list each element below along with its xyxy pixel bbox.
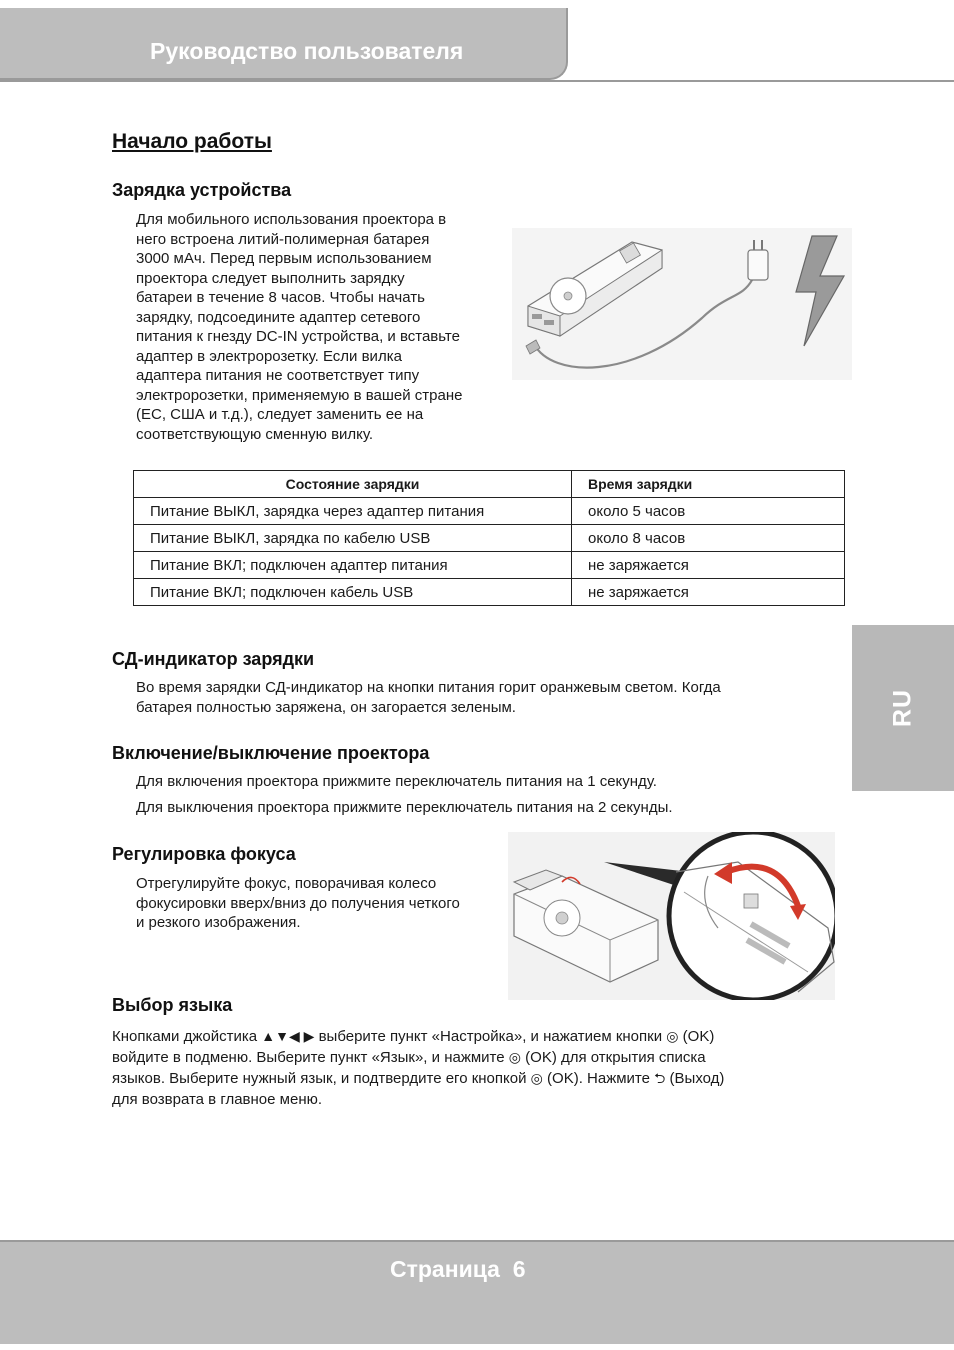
text-line: (ЕС, США и т.д.), следует заменить ее на	[136, 406, 424, 423]
text-line: соответствующую сменную вилку.	[136, 425, 374, 443]
text-span: выберите пункт «Настройка», и нажатием кнопки	[318, 1028, 663, 1045]
text-line: для возврата в главное меню.	[112, 1091, 323, 1108]
language-heading: Выбор языка	[112, 995, 233, 1015]
table-header-row	[134, 471, 845, 498]
ok-button-icon: ◎	[508, 1049, 521, 1065]
text-span: (Выход)	[669, 1070, 725, 1087]
manual-title: Руководство пользователя	[150, 38, 464, 64]
power-off-text: Для выключения проектора прижмите переключатель питания на 2 секунды.	[136, 799, 673, 816]
table-cell: Питание ВЫКЛ, зарядка через адаптер питания	[134, 498, 572, 525]
ok-button-icon: ◎	[530, 1070, 543, 1086]
section-title: Начало работы	[112, 130, 272, 153]
table-cell: около 8 часов	[572, 525, 845, 552]
text-line: проектора следует выполнить зарядку	[136, 269, 405, 287]
text-line: фокусировки вверх/вниз до получения четкого	[136, 894, 460, 912]
table-cell: Питание ВЫКЛ, зарядка по кабелю USB	[134, 525, 572, 552]
charging-text	[136, 210, 516, 444]
power-on-text: Для включения проектора прижмите переключатель питания на 1 секунду.	[136, 773, 657, 790]
table-row	[134, 579, 845, 606]
footer-bar	[0, 1240, 954, 1344]
led-text	[136, 678, 836, 717]
table-cell: около 5 часов	[572, 498, 845, 525]
text-line: Для мобильного использования проектора в	[136, 211, 447, 228]
text-line: Во время зарядки СД-индикатор на кнопки питания горит оранжевым светом. Когда	[136, 679, 721, 696]
text-line	[112, 1068, 852, 1089]
power-heading: Включение/выключение проектора	[112, 743, 430, 763]
text-line: адаптер в электророзетку. Если вилка	[136, 347, 402, 365]
text-span: Кнопками джойстика	[112, 1028, 258, 1045]
focus-wheel-illustration	[508, 832, 835, 1000]
table-row	[134, 552, 845, 579]
table-cell: не заряжается	[572, 552, 845, 579]
text-line: 3000 мАч. Перед первым использованием	[136, 250, 432, 267]
text-line: зарядку, подсоедините адаптер сетевого	[136, 308, 421, 326]
zoom-circle	[669, 832, 835, 1000]
language-text	[112, 1026, 852, 1110]
text-line	[112, 1026, 852, 1047]
text-span: языков. Выберите нужный язык, и подтвердите его кнопкой	[112, 1070, 527, 1087]
ok-button-icon: ◎	[666, 1028, 679, 1044]
charging-heading: Зарядка устройства	[112, 180, 292, 200]
joystick-arrows-icon: ▲▼◀ ▶	[261, 1028, 315, 1044]
back-exit-icon: ⮌	[654, 1070, 666, 1086]
charging-time-table	[133, 470, 845, 606]
text-line: и резкого изображения.	[136, 914, 301, 931]
text-line: электророзетки, применяемую в вашей стране	[136, 386, 463, 404]
header-divider	[0, 80, 954, 82]
header-tab	[0, 8, 568, 80]
text-line: батарея полностью заряжена, он загорается зеленым.	[136, 698, 516, 716]
projector-charging-illustration	[512, 228, 852, 380]
table-row	[134, 498, 845, 525]
text-line: него встроена литий-полимерная батарея	[136, 230, 430, 248]
page-number: Страница 6	[390, 1256, 526, 1282]
table-header-cell: Время зарядки	[572, 471, 845, 498]
led-heading: СД-индикатор зарядки	[112, 649, 315, 669]
table-row	[134, 525, 845, 552]
text-line	[112, 1047, 852, 1068]
text-line: батареи в течение 8 часов. Чтобы начать	[136, 289, 425, 306]
text-line: адаптера питания не соответствует типу	[136, 367, 420, 384]
text-span: войдите в подменю. Выберите пункт «Язык», и нажмите	[112, 1049, 505, 1066]
focus-text	[136, 874, 508, 933]
table-cell: Питание ВКЛ; подключен кабель USB	[134, 579, 572, 606]
text-span: (OK). Нажмите	[547, 1070, 650, 1087]
table-cell: не заряжается	[572, 579, 845, 606]
table-cell: Питание ВКЛ; подключен адаптер питания	[134, 552, 572, 579]
text-span: (OK) для открытия списка	[525, 1049, 706, 1066]
text-span: (OK)	[682, 1028, 715, 1045]
focus-heading: Регулировка фокуса	[112, 844, 296, 864]
text-line: Отрегулируйте фокус, поворачивая колесо	[136, 875, 437, 892]
language-code: RU	[888, 688, 917, 728]
language-side-tab	[852, 625, 954, 791]
text-line: питания к гнезду DC-IN устройства, и вставьте	[136, 328, 460, 345]
table-header-cell: Состояние зарядки	[134, 471, 572, 498]
